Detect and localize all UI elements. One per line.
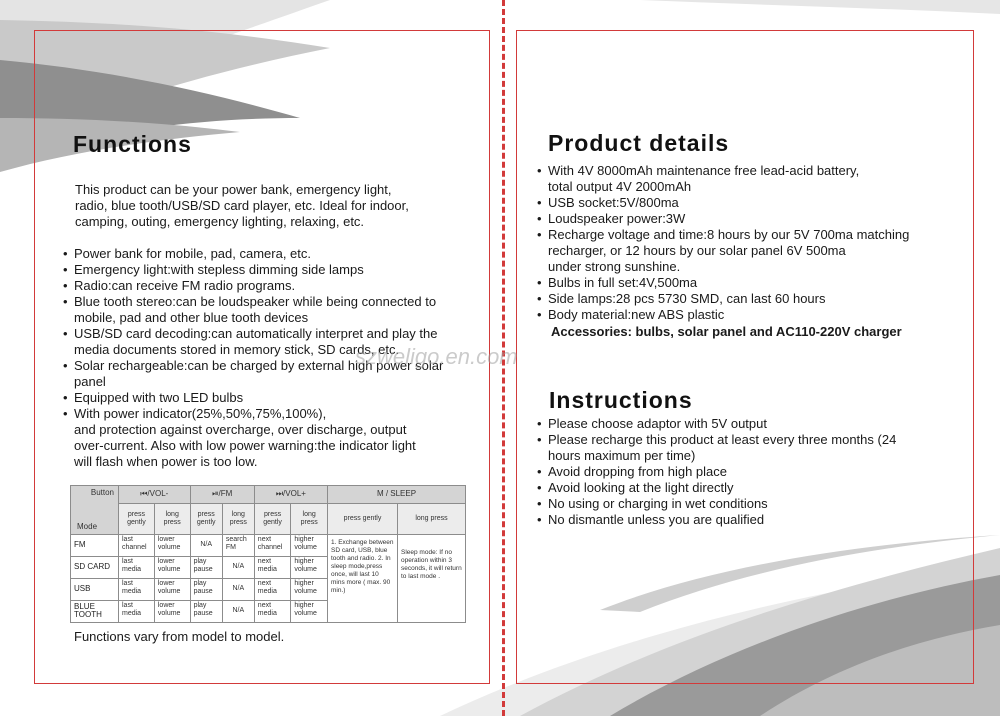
button-function-table — [70, 485, 466, 623]
table-cell: N/A — [222, 578, 254, 600]
table-cell: last media — [119, 600, 155, 622]
text-line: • With power indicator(25%,50%,75%,100%), — [74, 406, 327, 421]
table-cell: next channel — [254, 534, 291, 556]
text-line: • USB/SD card decoding:can automatically interpret and play the — [74, 326, 438, 341]
text-line: recharger, or 12 hours by our solar panel 6V 500ma — [548, 243, 846, 258]
list-item — [537, 307, 967, 323]
list-item — [537, 195, 967, 211]
list-item — [537, 480, 967, 496]
sub-long-press: long press — [291, 503, 328, 534]
table-cell: play pause — [190, 556, 222, 578]
watermark-text: szweligo.en.com — [355, 344, 518, 369]
sub-long-press: long press — [222, 503, 254, 534]
corner-mode-label: Mode — [77, 521, 98, 531]
product-details-heading: Product details — [548, 130, 730, 156]
text-line: • No dismantle unless you are qualified — [548, 512, 765, 527]
text-line: mobile, pad and other blue tooth devices — [74, 310, 309, 325]
functions-footnote: Functions vary from model to model. — [74, 629, 285, 644]
table-cell: last channel — [119, 534, 155, 556]
list-item — [63, 390, 483, 406]
list-item — [63, 278, 483, 294]
col-header-prev-vol-down: ⏮/VOL- — [119, 486, 191, 504]
table-cell: play pause — [190, 600, 222, 622]
table-cell: next media — [254, 600, 291, 622]
table-cell: higher volume — [291, 534, 328, 556]
list-item — [537, 227, 967, 275]
text-line: • Solar rechargeable:can be charged by external high power solar — [74, 358, 444, 373]
m-press-gently-cell: 1. Exchange between SD card, USB, blue tooth and radio. 2. In sleep mode,press once, will last 10 mins more ( max. 90 min.) — [328, 534, 398, 622]
sub-press-gently: press gently — [328, 503, 398, 534]
list-item — [537, 291, 967, 307]
text-line: • Emergency light:with stepless dimming side lamps — [74, 262, 364, 277]
table-cell: higher volume — [291, 556, 328, 578]
m-long-press-cell: Sleep mode: If no operation within 3 seconds, it will return to last mode . — [398, 534, 466, 622]
table-cell: higher volume — [291, 578, 328, 600]
text-line: • Blue tooth stereo:can be loudspeaker while being connected to — [74, 294, 437, 309]
text-line: panel — [74, 374, 106, 389]
list-item — [537, 464, 967, 480]
list-item — [63, 246, 483, 262]
text-line: • USB socket:5V/800ma — [548, 195, 679, 210]
table-row — [71, 534, 466, 556]
text-line: • Avoid dropping from high place — [548, 464, 727, 479]
list-item — [537, 496, 967, 512]
list-item — [537, 211, 967, 227]
table-cell: next media — [254, 556, 291, 578]
text-line: • Equipped with two LED bulbs — [74, 390, 244, 405]
product-details-list — [537, 163, 967, 323]
table-cell: lower volume — [154, 556, 190, 578]
text-line: • Please choose adaptor with 5V output — [548, 416, 767, 431]
mode-cell: SD CARD — [71, 556, 119, 578]
table-cell: next media — [254, 578, 291, 600]
sub-press-gently: press gently — [119, 503, 155, 534]
mode-cell: BLUE TOOTH — [71, 600, 119, 622]
table-cell: N/A — [222, 600, 254, 622]
text-line: will flash when power is too low. — [74, 454, 258, 469]
text-line: under strong sunshine. — [548, 259, 681, 274]
col-header-play-fm: ⏯/FM — [190, 486, 254, 504]
table-cell: higher volume — [291, 600, 328, 622]
text-line: • Power bank for mobile, pad, camera, etc. — [74, 246, 312, 261]
list-item — [537, 416, 967, 432]
accessories-line: Accessories: bulbs, solar panel and AC110-220V charger — [551, 324, 902, 339]
list-item — [63, 294, 483, 326]
functions-heading: Functions — [73, 131, 192, 157]
instructions-heading: Instructions — [549, 387, 693, 413]
table-cell: N/A — [190, 534, 222, 556]
table-cell: last media — [119, 556, 155, 578]
list-item — [63, 262, 483, 278]
text-line: • With 4V 8000mAh maintenance free lead-acid battery, — [548, 163, 860, 178]
table-cell: lower volume — [154, 578, 190, 600]
list-item — [537, 275, 967, 291]
table-cell: lower volume — [154, 534, 190, 556]
list-item — [537, 432, 967, 464]
table-cell: last media — [119, 578, 155, 600]
table-cell: N/A — [222, 556, 254, 578]
right-panel-frame — [516, 30, 974, 684]
corner-button-label: Button — [90, 488, 114, 497]
functions-intro — [75, 182, 409, 230]
text-line: radio, blue tooth/USB/SD card player, etc. Ideal for indoor, — [75, 198, 409, 213]
text-line: • Please recharge this product at least every three months (24 — [548, 432, 897, 447]
table-corner-cell — [71, 486, 119, 535]
text-line: • Bulbs in full set:4V,500ma — [548, 275, 698, 290]
text-line: camping, outing, emergency lighting, relaxing, etc. — [75, 214, 365, 229]
table-cell: lower volume — [154, 600, 190, 622]
text-line: hours maximum per time) — [548, 448, 696, 463]
text-line: over-current. Also with low power warning:the indicator light — [74, 438, 416, 453]
col-header-m-sleep: M / SLEEP — [328, 486, 466, 504]
text-line: • Recharge voltage and time:8 hours by our 5V 700ma matching — [548, 227, 910, 242]
text-line: • Body material:new ABS plastic — [548, 307, 725, 322]
sub-long-press: long press — [398, 503, 466, 534]
table-cell: search FM — [222, 534, 254, 556]
mode-cell: FM — [71, 534, 119, 556]
text-line: This product can be your power bank, emergency light, — [75, 182, 392, 197]
text-line: total output 4V 2000mAh — [548, 179, 692, 194]
mode-cell: USB — [71, 578, 119, 600]
text-line: media documents stored in memory stick, SD cards, etc. — [74, 342, 400, 357]
col-header-next-vol-up: ⏭/VOL+ — [254, 486, 327, 504]
list-item — [63, 406, 483, 470]
text-line: • No using or charging in wet conditions — [548, 496, 768, 511]
instructions-list — [537, 416, 967, 528]
table-cell: play pause — [190, 578, 222, 600]
text-line: • Loudspeaker power:3W — [548, 211, 686, 226]
sub-long-press: long press — [154, 503, 190, 534]
text-line: • Side lamps:28 pcs 5730 SMD, can last 60 hours — [548, 291, 826, 306]
text-line: • Avoid looking at the light directly — [548, 480, 734, 495]
text-line: and protection against overcharge, over discharge, output — [74, 422, 407, 437]
list-item — [537, 163, 967, 195]
list-item — [537, 512, 967, 528]
sub-press-gently: press gently — [190, 503, 222, 534]
text-line: • Radio:can receive FM radio programs. — [74, 278, 296, 293]
sub-press-gently: press gently — [254, 503, 291, 534]
